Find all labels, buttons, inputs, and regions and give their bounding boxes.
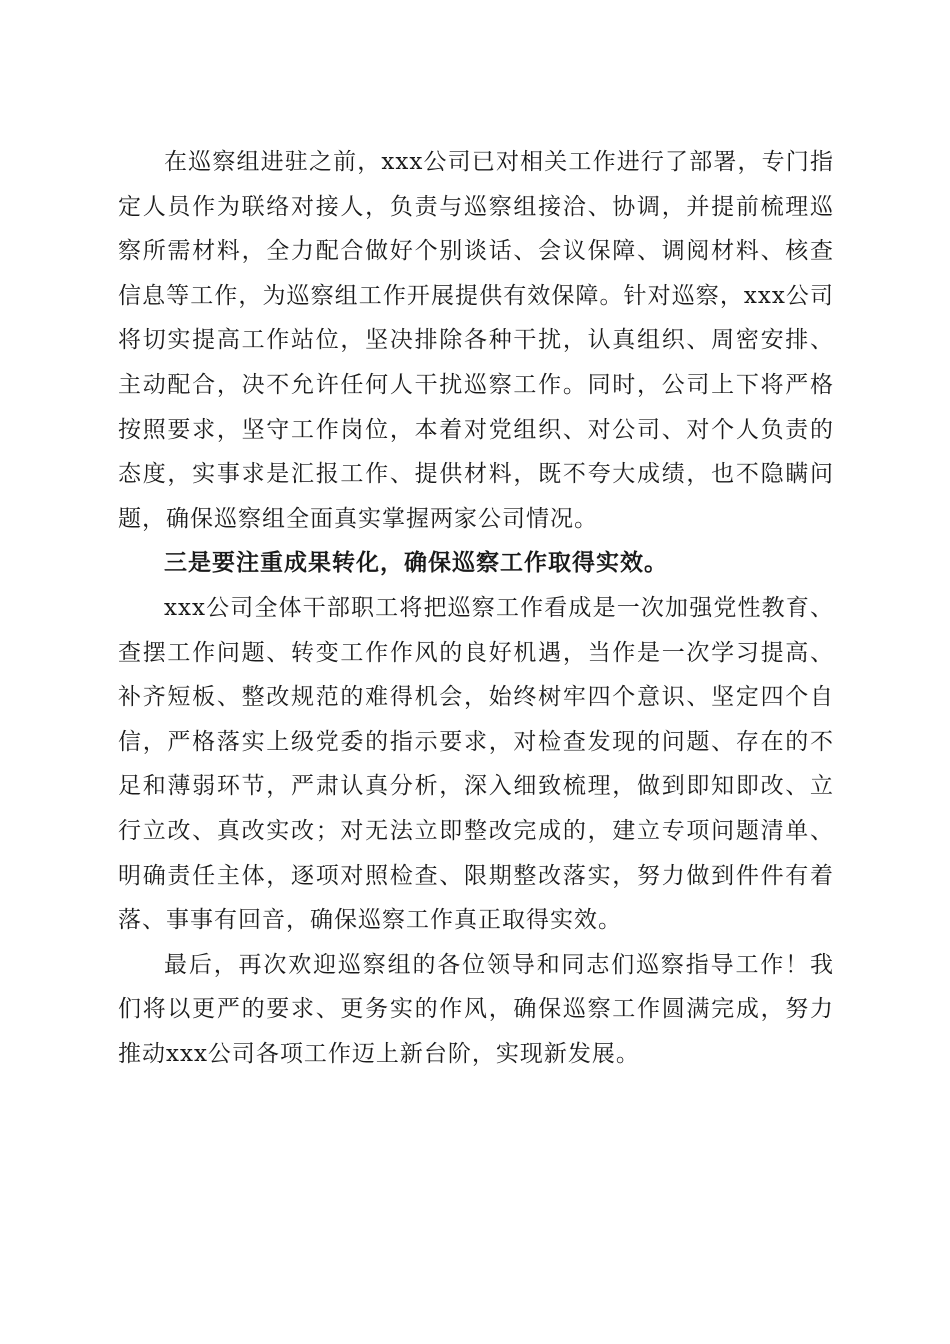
document-page bbox=[118, 140, 834, 1076]
paragraph-preparation: 在巡察组进驻之前，xxx公司已对相关工作进行了部署，专门指定人员作为联络对接人，负责与巡察组接洽、协调，并提前梳理巡察所需材料，全力配合做好个别谈话、会议保障、调阅材料、核查信息等工作，为巡察组工作开展提供有效保障。针对巡察，xxx公司将切实提高工作站位，坚决排除各种干扰，认真组织、周密安排、主动配合，决不允许任何人干扰巡察工作。同时，公司上下将严格按照要求，坚守工作岗位，本着对党组织、对公司、对个人负责的态度，实事求是汇报工作、提供材料，既不夸大成绩，也不隐瞒问题，确保巡察组全面真实掌握两家公司情况。 bbox=[118, 149, 834, 532]
paragraph-results: xxx公司全体干部职工将把巡察工作看成是一次加强党性教育、查摆工作问题、转变工作作风的良好机遇，当作是一次学习提高、补齐短板、整改规范的难得机会，始终树牢四个意识、坚定四个自信，严格落实上级党委的指示要求，对检查发现的问题、存在的不足和薄弱环节，严肃认真分析，深入细致梳理，做到即知即改、立行立改、真改实改；对无法立即整改完成的，建立专项问题清单、明确责任主体，逐项对照检查、限期整改落实，努力做到件件有着落、事事有回音，确保巡察工作真正取得实效。 bbox=[118, 594, 834, 934]
paragraph-closing: 最后，再次欢迎巡察组的各位领导和同志们巡察指导工作！我们将以更严的要求、更务实的作风，确保巡察工作圆满完成，努力推动xxx公司各项工作迈上新台阶，实现新发展。 bbox=[118, 951, 834, 1067]
section-heading-three: 三是要注重成果转化，确保巡察工作取得实效。 bbox=[164, 549, 668, 577]
